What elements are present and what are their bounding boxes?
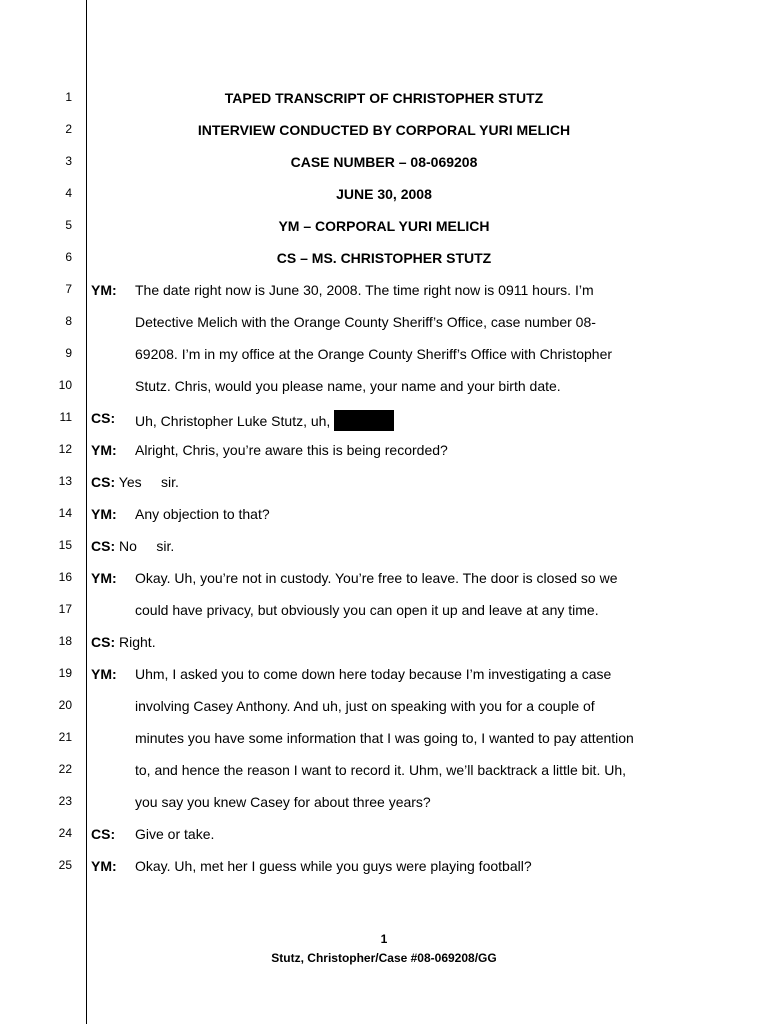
line-text: Give or take. — [135, 826, 215, 842]
inline-line — [91, 634, 156, 650]
transcript-line — [0, 698, 768, 730]
line-number: 9 — [65, 346, 72, 360]
line-text: Uh, Christopher Luke Stutz, uh, — [135, 413, 331, 429]
line-number: 14 — [58, 506, 72, 520]
line-text: Any objection to that? — [135, 506, 270, 522]
line-number: 22 — [58, 762, 72, 776]
line-text: Detective Melich with the Orange County Sheriff’s Office, case number 08- — [135, 314, 596, 330]
line-text: Right. — [119, 634, 156, 650]
line-text-wrap — [135, 410, 394, 431]
transcript-line — [0, 858, 768, 890]
speaker-label: CS: — [91, 474, 116, 490]
date-heading: JUNE 30, 2008 — [336, 186, 432, 202]
speaker-label: CS: — [91, 826, 116, 842]
speaker-label: YM: — [91, 858, 117, 874]
transcript-line — [0, 826, 768, 858]
speaker-label: CS: — [91, 634, 116, 650]
line-number: 5 — [65, 218, 72, 232]
speaker-label: YM: — [91, 282, 117, 298]
transcript-line — [0, 282, 768, 314]
line-number: 12 — [58, 442, 72, 456]
line-number: 7 — [65, 282, 72, 296]
transcript-line — [0, 602, 768, 634]
line-text: 69208. I’m in my office at the Orange County Sheriff’s Office with Christopher — [135, 346, 613, 362]
line-number: 16 — [58, 570, 72, 584]
line-text: Stutz. Chris, would you please name, your name and your birth date. — [135, 378, 561, 394]
line-number: 10 — [58, 378, 72, 392]
inline-line — [91, 474, 179, 490]
inline-line — [91, 538, 174, 554]
line-text: Okay. Uh, you’re not in custody. You’re free to leave. The door is closed so we — [135, 570, 618, 586]
page-number: 1 — [380, 932, 388, 946]
transcript-line — [0, 474, 768, 506]
line-number: 23 — [58, 794, 72, 808]
line-text: No sir. — [119, 538, 175, 554]
line-text: Alright, Chris, you’re aware this is being recorded? — [135, 442, 448, 458]
line-number: 11 — [59, 410, 72, 424]
line-number: 18 — [58, 634, 72, 648]
transcript-line — [0, 570, 768, 602]
line-number: 6 — [65, 250, 72, 264]
transcript-line — [0, 250, 768, 282]
line-number: 3 — [65, 154, 72, 168]
transcript-line — [0, 442, 768, 474]
line-number: 25 — [58, 858, 72, 872]
speaker-label: CS: — [91, 538, 116, 554]
line-number: 1 — [65, 90, 72, 104]
transcript-line — [0, 506, 768, 538]
speaker-key-cs: CS – MS. CHRISTOPHER STUTZ — [276, 250, 492, 266]
speaker-label: CS: — [91, 410, 116, 426]
speaker-label: YM: — [91, 666, 117, 682]
transcript-line — [0, 378, 768, 410]
speaker-label: YM: — [91, 506, 117, 522]
line-number: 8 — [65, 314, 72, 328]
line-text: The date right now is June 30, 2008. The time right now is 0911 hours. I’m — [135, 282, 594, 298]
line-number: 19 — [58, 666, 72, 680]
footer-reference: Stutz, Christopher/Case #08-069208/GG — [271, 951, 497, 965]
transcript-line — [0, 762, 768, 794]
transcript-line — [0, 154, 768, 186]
transcript-line — [0, 186, 768, 218]
line-text: Yes sir. — [118, 474, 179, 490]
line-number: 2 — [65, 122, 72, 136]
line-number: 13 — [58, 474, 72, 488]
line-text: Uhm, I asked you to come down here today because I’m investigating a case — [135, 666, 612, 682]
line-text: could have privacy, but obviously you can open it up and leave at any time. — [135, 602, 599, 618]
transcript-line — [0, 666, 768, 698]
line-number: 21 — [58, 730, 72, 744]
transcript-line — [0, 538, 768, 570]
line-number: 15 — [58, 538, 72, 552]
transcript-line — [0, 794, 768, 826]
line-number: 24 — [58, 826, 72, 840]
transcript-line — [0, 122, 768, 154]
speaker-label: YM: — [91, 442, 117, 458]
line-text: involving Casey Anthony. And uh, just on speaking with you for a couple of — [135, 698, 595, 714]
transcript-line — [0, 90, 768, 122]
transcript-line — [0, 634, 768, 666]
line-text: you say you knew Casey for about three years? — [135, 794, 431, 810]
transcript-line — [0, 410, 768, 442]
transcript-title: TAPED TRANSCRIPT OF CHRISTOPHER STUTZ — [224, 90, 544, 106]
line-number: 20 — [58, 698, 72, 712]
line-text: Okay. Uh, met her I guess while you guys were playing football? — [135, 858, 532, 874]
line-number: 4 — [65, 186, 72, 200]
case-number-heading: CASE NUMBER – 08-069208 — [290, 154, 478, 170]
transcript-line — [0, 314, 768, 346]
line-text: minutes you have some information that I was going to, I wanted to pay attention — [135, 730, 634, 746]
transcript-line — [0, 730, 768, 762]
transcript-line — [0, 346, 768, 378]
speaker-label: YM: — [91, 570, 117, 586]
speaker-key-ym: YM – CORPORAL YURI MELICH — [278, 218, 490, 234]
line-text: to, and hence the reason I want to record it. Uhm, we’ll backtrack a little bit. Uh, — [135, 762, 627, 778]
transcript-line — [0, 218, 768, 250]
interview-heading: INTERVIEW CONDUCTED BY CORPORAL YURI MELICH — [197, 122, 571, 138]
line-number: 17 — [58, 602, 72, 616]
redaction-block — [334, 410, 394, 431]
